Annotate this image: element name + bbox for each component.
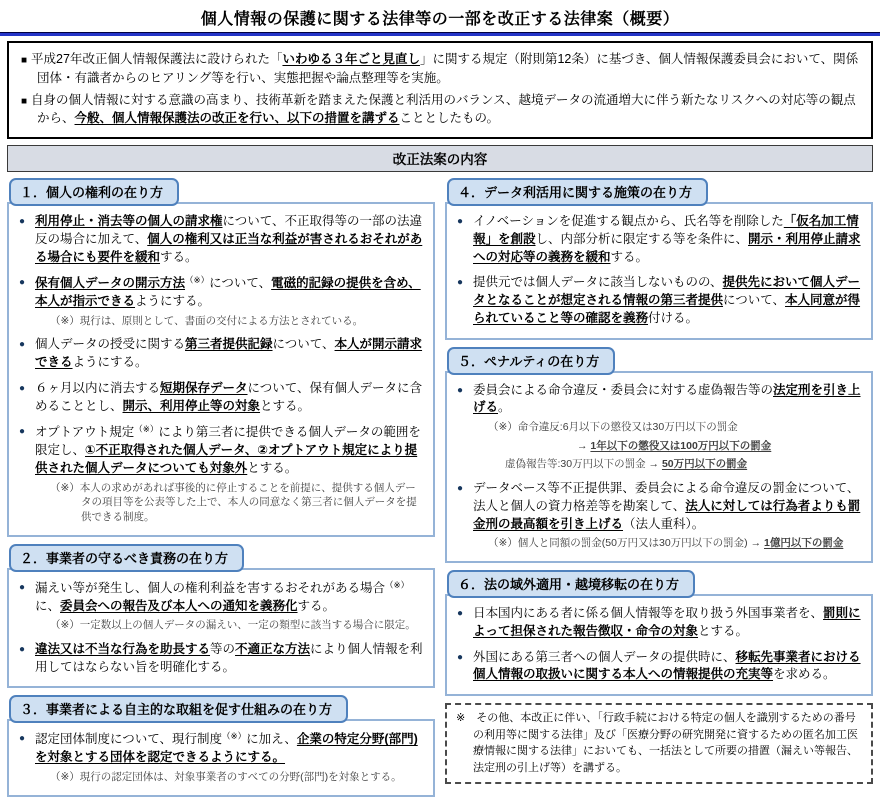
square-bullet-icon: ■	[21, 95, 28, 107]
bullet-text	[473, 650, 861, 682]
bullet-item	[18, 579, 424, 633]
text-segment: 違法又は不当な行為を助長する	[35, 641, 211, 656]
section-6-box	[445, 594, 873, 696]
text-segment: データベース等不正提供罪、委員会による命令違反の罰金について、法人と個人の資力格差等を勘案して、	[473, 481, 860, 513]
text-segment: →	[577, 439, 591, 452]
bullet-text	[35, 337, 422, 369]
text-segment: 等の	[210, 641, 236, 656]
text-segment: 付ける。	[648, 310, 699, 325]
section-3	[7, 695, 435, 796]
text-segment: 法人に対しては行為者よりも罰金刑の最高額を引き上げる	[473, 498, 861, 531]
text-segment: 提供元では個人データに該当しないものの、	[473, 275, 723, 290]
section-5-box	[445, 371, 873, 564]
text-segment: 50万円以下の罰金	[661, 458, 748, 471]
text-segment: とする。	[247, 460, 298, 475]
text-segment: 保有個人データの開示方法	[35, 276, 186, 291]
section-3-heading: ３．事業者による自主的な取組を促す仕組みの在り方	[9, 695, 348, 723]
bullet-text	[35, 732, 418, 764]
text-segment: 「仮名加工情報」を創設	[473, 214, 859, 246]
text-segment: ６ヶ月以内に消去する	[35, 380, 161, 395]
bullet-text	[473, 275, 860, 325]
intro-item	[21, 91, 859, 129]
text-segment: 平成27年改正個人情報保護法に設けられた「	[31, 52, 283, 66]
bullet-text	[35, 581, 409, 613]
bullet-text	[473, 606, 861, 638]
bullet-item	[456, 382, 862, 473]
text-segment: とする。	[260, 398, 311, 413]
bullet-icon: ●	[19, 382, 26, 394]
intro-text	[31, 93, 856, 126]
text-segment: 提供先において個人データとなることが想定される情報の第三者提供	[473, 275, 861, 307]
text-segment: ※ その他、本改正に伴い、「行政手続における特定の個人を識別するための番号の利用等に関する法律」及び「医療分野の研究開発に資するための匿名加工医療情報に関する法律」においても、一括法として所要の措置（漏えい等報告、法定刑の引上げ等）を講ずる。	[456, 712, 858, 774]
text-segment: 委員会による命令違反・委員会に対する虚偽報告等の	[473, 382, 774, 397]
text-segment: （※）	[222, 731, 247, 742]
bullet-item	[18, 730, 424, 784]
text-segment: 1億円以下の罰金	[763, 537, 844, 550]
text-segment: 罰則によって担保された報告徴収・命令の対象	[473, 606, 861, 638]
contents-header: 改正法案の内容	[7, 145, 873, 172]
bullet-item	[456, 649, 862, 685]
section-6	[445, 570, 873, 696]
text-segment: 1年以下の懲役又は100万円以下の罰金	[590, 439, 772, 452]
text-segment: とする。	[698, 623, 749, 638]
text-segment: 個人の権利又は正当な利益が害されるおそれがある場合にも要件を緩和	[35, 231, 423, 264]
section-1-heading: １．個人の権利の在り方	[9, 178, 179, 206]
left-column	[7, 178, 435, 804]
bullet-note	[35, 618, 424, 633]
intro-text	[31, 52, 858, 85]
bullet-icon: ●	[457, 608, 464, 619]
bullet-icon: ●	[19, 643, 26, 655]
text-segment: 法定刑を引き上げる	[473, 382, 861, 415]
bullet-item	[18, 213, 424, 266]
text-segment: 。	[498, 400, 511, 415]
text-segment: する。	[297, 598, 336, 613]
text-segment: について、不正取得等の一部の法違反の場合に加えて、	[35, 214, 423, 246]
text-segment: （※）	[185, 275, 210, 286]
footnote-text	[456, 710, 862, 776]
text-segment: により第三者に提供できる個人データの範囲を限定し、	[35, 425, 421, 458]
bullet-note	[35, 770, 424, 785]
bullet-item	[18, 336, 424, 372]
footnote-box	[445, 703, 873, 784]
bullet-icon: ●	[457, 651, 464, 663]
text-segment: する。	[610, 249, 649, 264]
section-5	[445, 347, 873, 564]
bullet-note	[473, 420, 862, 435]
section-4-box	[445, 202, 873, 340]
text-segment: （※）	[385, 579, 410, 590]
text-segment: （※）本人の求めがあれば事後的に停止することを前提に、提供する個人データの項目等を公表等した上で、本人の同意なく第三者に個人データを提供できる制度。	[50, 481, 417, 524]
text-segment: 企業の特定分野(部門)を対象とする団体を認定できるようにする。	[35, 732, 418, 765]
text-segment: 移転先事業者における個人情報の取扱いに関する本人への情報提供の充実等	[473, 649, 861, 682]
page-title: 個人情報の保護に関する法律等の一部を改正する法律案（概要）	[200, 11, 680, 28]
title-divider	[0, 32, 880, 36]
bullet-text	[35, 425, 421, 475]
text-segment: 開示・利用停止請求への対応等の義務を緩和	[473, 231, 861, 264]
section-4-heading: ４．データ利活用に関する施策の在り方	[447, 178, 708, 206]
bullet-icon: ●	[457, 277, 464, 289]
bullet-note	[35, 481, 424, 525]
bullet-text	[473, 481, 860, 531]
text-segment: について、	[723, 293, 786, 307]
text-segment: 委員会への報告及び本人への通知を義務化	[60, 598, 298, 613]
text-segment: により個人情報を利用してはならない旨を明確化する。	[35, 641, 423, 674]
intro-item	[21, 50, 859, 88]
text-segment: 」に関する規定（附則第12条）に基づき、個人情報保護委員会において、関係団体・有識者からのヒアリング等を行い、実態把握や論点整理等を実施。	[37, 52, 859, 85]
content-columns	[7, 178, 873, 804]
text-segment: 個人データの授受に関する	[35, 337, 186, 352]
text-segment: に加え、	[246, 732, 297, 747]
text-segment: （※）現行の認定団体は、対象事業者のすべての分野(部門)を対象とする。	[50, 770, 402, 783]
text-segment: 虚偽報告等:30万円以下の罰金 →	[505, 458, 662, 471]
bullet-item	[456, 480, 862, 551]
text-segment: 本人同意が得られていること等の確認を義務	[473, 293, 861, 325]
text-segment: を求める。	[773, 667, 836, 682]
bullet-note	[473, 536, 862, 551]
text-segment: ①不正取得された個人データ、②オプトアウト規定により提供された個人データについても対象外	[35, 443, 418, 475]
text-segment: し、内部分析に限定する等を条件に、	[535, 231, 749, 246]
text-segment: 外国にある第三者への個人データの提供時に、	[473, 649, 736, 664]
bullet-icon: ●	[457, 216, 464, 227]
bullet-item	[18, 274, 424, 328]
text-segment: ようにする。	[72, 355, 148, 370]
text-segment: について、保有個人データに含めることとし、	[35, 380, 423, 413]
bullet-text	[35, 214, 422, 264]
text-segment: 自身の個人情報に対する意識の高まり、技術革新を踏まえた保護と利活用のバランス、越境データの流通増大に伴う新たなリスクへの対応等の観点から、	[31, 92, 856, 126]
bullet-icon: ●	[19, 339, 26, 351]
square-bullet-icon: ■	[21, 55, 28, 66]
bullet-text	[473, 383, 861, 415]
text-segment: イノベーションを促進する観点から、氏名等を削除した	[473, 214, 784, 228]
bullet-icon: ●	[457, 483, 464, 495]
text-segment: 第三者提供記録	[185, 337, 273, 352]
text-segment: に、	[35, 598, 61, 613]
section-6-heading: ６．法の域外適用・越境移転の在り方	[447, 570, 695, 598]
text-segment: （※）	[134, 424, 159, 435]
bullet-icon: ●	[19, 277, 26, 289]
text-segment: （※）個人と同額の罰金(50万円又は30万円以下の罰金) →	[488, 537, 764, 550]
intro-box	[7, 41, 873, 139]
text-segment: について、	[272, 337, 335, 352]
bullet-text	[35, 642, 423, 674]
text-segment: 短期保存データ	[160, 380, 248, 395]
text-segment: 認定団体制度について、現行制度	[35, 732, 223, 747]
text-segment: オプトアウト規定	[35, 425, 135, 440]
text-segment: （※）命令違反:6月以下の懲役又は30万円以下の罰金	[488, 421, 738, 433]
bullet-text	[473, 214, 861, 264]
text-segment: 漏えい等が発生し、個人の権利利益を害するおそれがある場合	[35, 580, 386, 595]
section-2-heading: ２．事業者の守るべき責務の在り方	[9, 544, 244, 572]
bullet-icon: ●	[457, 384, 464, 396]
section-4	[445, 178, 873, 340]
bullet-item	[18, 423, 424, 524]
text-segment: 利用停止・消去等の個人の請求権	[35, 214, 223, 228]
bullet-item	[18, 641, 424, 677]
bullet-text	[35, 381, 422, 413]
text-segment: 日本国内にある者に係る個人情報等を取り扱う外国事業者を、	[473, 606, 824, 620]
bullet-icon: ●	[19, 733, 26, 745]
text-segment: いわゆる３年ごと見直し	[282, 52, 420, 66]
text-segment: ようにする。	[135, 294, 211, 308]
text-segment: （※）一定数以上の個人データの漏えい、一定の類型に該当する場合に限定。	[50, 619, 416, 632]
text-segment: について、	[209, 276, 272, 291]
text-segment: 開示、利用停止等の対象	[122, 398, 261, 413]
section-1	[7, 178, 435, 537]
text-segment: する。	[160, 249, 198, 264]
bullet-note	[473, 439, 862, 454]
bullet-text	[35, 276, 421, 308]
text-segment: （※）現行は、原則として、書面の交付による方法とされている。	[50, 314, 364, 327]
section-5-heading: ５．ペナルティの在り方	[447, 347, 615, 375]
text-segment: 今般、個人情報保護法の改正を行い、以下の措置を講ずる	[74, 111, 400, 126]
bullet-item	[456, 274, 862, 327]
bullet-note	[35, 314, 424, 329]
section-3-box	[7, 719, 435, 796]
right-column	[445, 178, 873, 784]
text-segment: 本人が開示請求できる	[35, 337, 423, 370]
bullet-icon: ●	[19, 581, 26, 593]
section-2	[7, 544, 435, 689]
bullet-item	[456, 605, 862, 641]
section-1-box	[7, 202, 435, 537]
bullet-icon: ●	[19, 216, 26, 227]
bullet-item	[18, 380, 424, 416]
text-segment: こととしたもの。	[399, 111, 500, 126]
text-segment: （法人重科）。	[623, 516, 705, 531]
text-segment: 不適正な方法	[235, 641, 311, 656]
bullet-note	[473, 457, 862, 472]
text-segment: 電磁的記録の提供を含め、本人が指示できる	[35, 276, 421, 308]
bullet-icon: ●	[19, 426, 26, 438]
bullet-item	[456, 213, 862, 266]
section-2-box	[7, 568, 435, 689]
